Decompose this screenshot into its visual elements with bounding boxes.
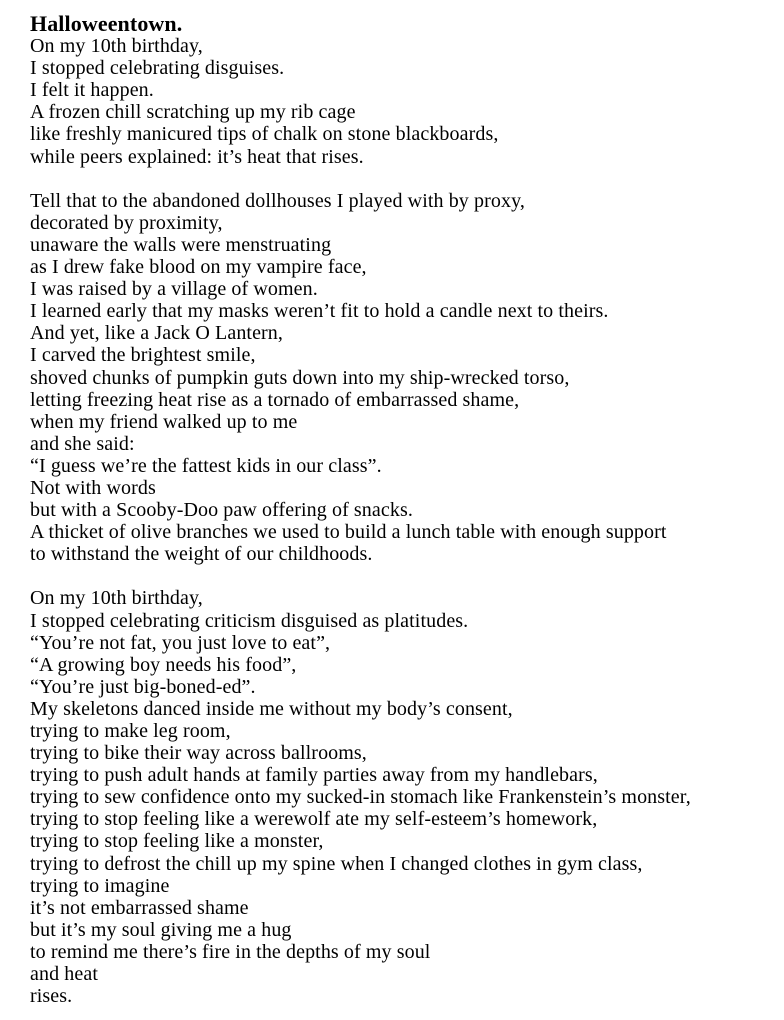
poem-line: A frozen chill scratching up my rib cage [30,101,356,124]
poem-line: and heat [30,963,98,986]
poem-line: to withstand the weight of our childhoods. [30,543,373,566]
poem-line: unaware the walls were menstruating [30,233,332,256]
poem-line: trying to stop feeling like a werewolf ate my self-esteem’s homework, [30,808,598,831]
poem-line: as I drew fake blood on my vampire face, [30,256,367,279]
poem-line: And yet, like a Jack O Lantern, [30,322,284,345]
poem-line: and she said: [30,432,135,455]
poem-stanza-3 [30,587,776,1007]
poem-line: but with a Scooby-Doo paw offering of snacks. [30,499,413,522]
poem-title: Halloweentown. [30,11,183,36]
poem-stanza-1 [30,35,776,168]
poem-line: it’s not embarrassed shame [30,896,249,919]
poem-line: I was raised by a village of women. [30,278,318,301]
poem-line: letting freezing heat rise as a tornado of embarrassed shame, [30,388,520,411]
poem-line: trying to push adult hands at family parties away from my handlebars, [30,764,598,787]
poem-line: shoved chunks of pumpkin guts down into my ship-wrecked torso, [30,366,570,389]
poem-line: trying to imagine [30,874,170,897]
poem-line: On my 10th birthday, [30,587,203,610]
poem-line: “I guess we’re the fattest kids in our class”. [30,454,382,477]
poem-line: I carved the brightest smile, [30,344,256,367]
poem-line: I learned early that my masks weren’t fit to hold a candle next to theirs. [30,300,609,323]
poem-line: rises. [30,985,73,1008]
poem-line: trying to make leg room, [30,720,231,742]
poem-line: Not with words [30,476,156,499]
poem-line: I stopped celebrating criticism disguised as platitudes. [30,609,469,632]
poem-line: trying to sew confidence onto my sucked-in stomach like Frankenstein’s monster, [30,786,691,809]
poem-line: Tell that to the abandoned dollhouses I played with by proxy, [30,189,525,212]
poem-line: trying to stop feeling like a monster, [30,830,324,853]
poem-stanza-2 [30,190,776,566]
poem-line: to remind me there’s fire in the depths of my soul [30,940,431,963]
poem-line: when my friend walked up to me [30,410,298,433]
poem-line: “A growing boy needs his food”, [30,653,297,676]
poem-line: On my 10th birthday, [30,35,203,58]
poem-line: but it’s my soul giving me a hug [30,918,292,941]
poem-line: I felt it happen. [30,79,154,102]
poem-line: like freshly manicured tips of chalk on stone blackboards, [30,123,499,146]
poem-line: My skeletons danced inside me without my body’s consent, [30,697,513,720]
poem-line: decorated by proximity, [30,211,223,234]
poem-line: trying to defrost the chill up my spine when I changed clothes in gym class, [30,852,643,875]
poem-line: “You’re just big-boned-ed”. [30,675,256,698]
poem-line: I stopped celebrating disguises. [30,57,285,80]
poem-line: while peers explained: it’s heat that rises. [30,145,364,168]
poem-line: “You’re not fat, you just love to eat”, [30,631,331,654]
poem-line: trying to bike their way across ballrooms, [30,742,367,765]
poem-line: A thicket of olive branches we used to build a lunch table with enough support [30,521,667,544]
